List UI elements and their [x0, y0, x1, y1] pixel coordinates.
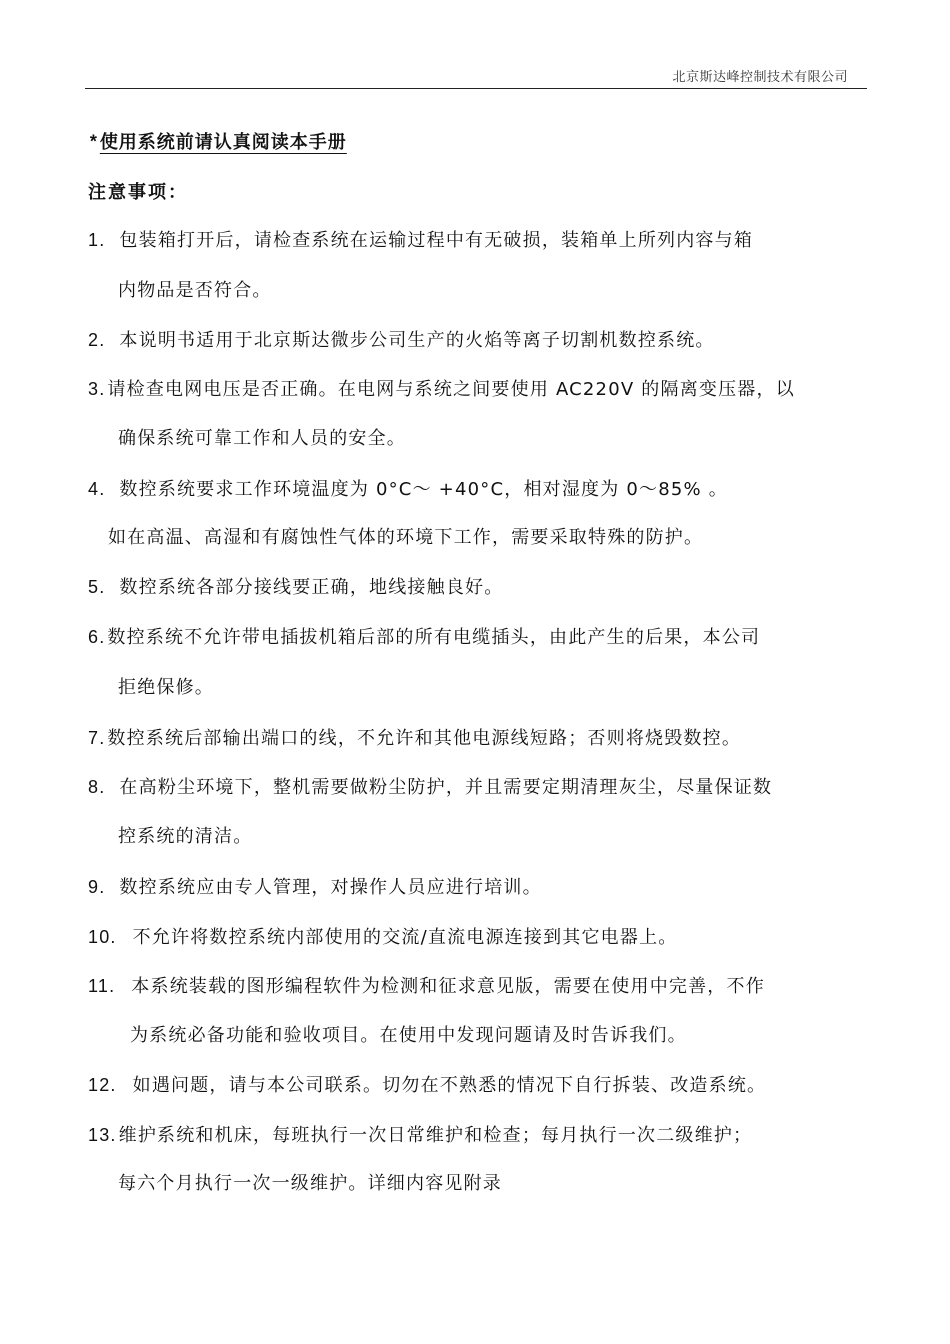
item-number: 1.: [88, 230, 106, 250]
item-text: 本系统装载的图形编程软件为检测和征求意见版，需要在使用中完善，不作: [131, 976, 765, 997]
item-number: 13.: [88, 1125, 117, 1145]
item-number: 7.: [88, 728, 106, 748]
item-continuation: 每六个月执行一次一级维护。详细内容见附录: [118, 1173, 502, 1194]
header-divider: [85, 88, 867, 89]
item-number: 10.: [88, 927, 117, 947]
item-text: 维护系统和机床，每班执行一次日常维护和检查；每月执行一次二级维护；: [118, 1125, 753, 1146]
item-continuation: 内物品是否符合。: [118, 280, 272, 301]
item-continuation: 拒绝保修。: [118, 677, 214, 698]
list-item: [88, 925, 678, 950]
item-number: 12.: [88, 1075, 117, 1095]
list-item: [88, 775, 772, 800]
item-text: 不允许将数控系统内部使用的交流/直流电源连接到其它电器上。: [132, 927, 678, 948]
list-item: [88, 726, 741, 751]
item-number: 9.: [88, 877, 106, 897]
item-number: 2.: [88, 330, 106, 350]
item-text: 包装箱打开后，请检查系统在运输过程中有无破损，装箱单上所列内容与箱: [119, 230, 754, 251]
section-title: 注意事项：: [88, 182, 188, 203]
item-number: 4.: [88, 479, 106, 499]
item-text: 数控系统应由专人管理，对操作人员应进行培训。: [119, 877, 542, 898]
item-number: 6.: [88, 627, 106, 647]
item-continuation: 如在高温、高湿和有腐蚀性气体的环境下工作，需要采取特殊的防护。: [108, 527, 704, 548]
item-text: 如遇问题，请与本公司联系。切勿在不熟悉的情况下自行拆装、改造系统。: [132, 1075, 767, 1096]
notice-text: 使用系统前请认真阅读本手册: [99, 132, 347, 153]
item-continuation: 确保系统可靠工作和人员的安全。: [118, 428, 406, 449]
list-item: [88, 328, 715, 353]
item-text: 数控系统不允许带电插拔机箱后部的所有电缆插头，由此产生的后果，本公司: [107, 627, 761, 648]
item-text: 本说明书适用于北京斯达微步公司生产的火焰等离子切割机数控系统。: [119, 330, 715, 351]
notice-asterisk: *: [88, 134, 100, 154]
item-number: 11.: [88, 976, 116, 996]
list-item: [88, 228, 753, 253]
list-item: [88, 1073, 766, 1098]
item-text: 在高粉尘环境下，整机需要做粉尘防护，并且需要定期清理灰尘，尽量保证数: [119, 777, 773, 798]
list-item: [88, 575, 503, 600]
item-continuation: 控系统的清洁。: [118, 826, 253, 847]
list-item: [88, 974, 765, 999]
item-text: 请检查电网电压是否正确。在电网与系统之间要使用 AC220V 的隔离变压器，以: [107, 379, 795, 400]
item-number: 5.: [88, 577, 106, 597]
list-item: [88, 1123, 752, 1148]
read-manual-notice: [88, 128, 347, 154]
item-number: 3.: [88, 379, 106, 399]
item-text: 数控系统后部输出端口的线，不允许和其他电源线短路；否则将烧毁数控。: [107, 728, 742, 749]
header-company-name: 北京斯达峰控制技术有限公司: [672, 70, 848, 85]
item-continuation: 为系统必备功能和验收项目。在使用中发现问题请及时告诉我们。: [130, 1025, 687, 1046]
list-item: [88, 625, 760, 650]
item-text: 数控系统各部分接线要正确，地线接触良好。: [119, 577, 504, 598]
item-text: 数控系统要求工作环境温度为 0°C～ +40°C，相对湿度为 0～85% 。: [119, 479, 728, 500]
list-item: [88, 875, 542, 900]
list-item: [88, 477, 728, 502]
list-item: [88, 377, 795, 402]
item-number: 8.: [88, 777, 106, 797]
